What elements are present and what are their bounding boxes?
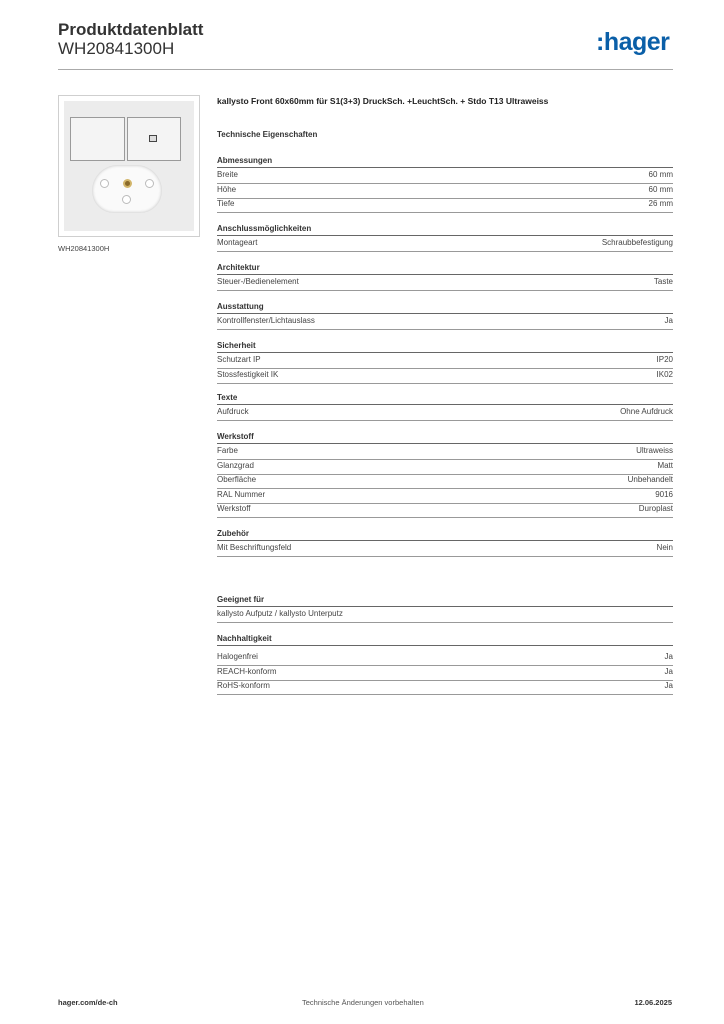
row-value: Taste xyxy=(653,277,673,286)
section-title: Architektur xyxy=(217,263,673,275)
table-row xyxy=(217,474,673,489)
section-title: Ausstattung xyxy=(217,302,673,314)
table-row xyxy=(217,276,673,291)
section-title: Nachhaltigkeit xyxy=(217,634,673,646)
header-divider xyxy=(58,69,673,70)
socket-hole-right xyxy=(145,179,154,188)
row-label: Aufdruck xyxy=(217,407,249,416)
row-label: Werkstoff xyxy=(217,504,251,514)
section-title: Zubehör xyxy=(217,529,673,541)
table-row xyxy=(217,354,673,369)
row-value: Ja xyxy=(664,316,673,325)
row-value: IP20 xyxy=(656,355,673,364)
hager-logo: :hager xyxy=(596,28,670,56)
row-label: Oberfläche xyxy=(217,475,257,485)
row-label: Schutzart IP xyxy=(217,355,261,364)
table-row xyxy=(217,666,673,681)
socket-hole-left xyxy=(100,179,109,188)
table-row xyxy=(217,445,673,460)
table-row xyxy=(217,369,673,384)
row-label: Halogenfrei xyxy=(217,652,258,661)
row-label: Montageart xyxy=(217,238,258,247)
row-label: Höhe xyxy=(217,184,237,194)
row-value: Unbehandelt xyxy=(627,475,673,485)
row-label: Steuer-/Bedienelement xyxy=(217,277,299,286)
technical-properties-heading: Technische Eigenschaften xyxy=(217,130,318,139)
row-label: REACH-konform xyxy=(217,666,277,676)
row-value: Ja xyxy=(664,652,673,661)
section-title: Texte xyxy=(217,393,673,405)
table-row xyxy=(217,680,673,695)
section-title: Werkstoff xyxy=(217,432,673,444)
row-value: 26 mm xyxy=(648,199,673,209)
row-label: Tiefe xyxy=(217,199,235,209)
table-row xyxy=(217,184,673,199)
table-row xyxy=(217,542,673,557)
row-value: Matt xyxy=(657,460,673,470)
screw-icon xyxy=(123,179,132,188)
socket-outlet xyxy=(92,165,162,213)
footer-date: 12.06.2025 xyxy=(634,998,672,1007)
table-row xyxy=(217,198,673,213)
illuminated-button xyxy=(127,117,181,161)
row-value: 60 mm xyxy=(648,184,673,194)
row-value: Ohne Aufdruck xyxy=(620,407,673,416)
table-row xyxy=(217,406,673,421)
section-title: Geeignet für xyxy=(217,595,673,607)
section-title: Anschlussmöglichkeiten xyxy=(217,224,673,236)
row-value: IK02 xyxy=(656,369,673,379)
image-caption: WH20841300H xyxy=(58,244,110,253)
row-value: Schraubbefestigung xyxy=(601,238,673,247)
section-title: Abmessungen xyxy=(217,156,673,168)
table-row xyxy=(217,315,673,330)
row-value: Nein xyxy=(656,543,673,552)
footer-website: hager.com/de-ch xyxy=(58,998,118,1007)
section-title: Sicherheit xyxy=(217,341,673,353)
footer-disclaimer: Technische Änderungen vorbehalten xyxy=(302,998,424,1007)
product-image xyxy=(58,95,200,237)
row-label: Kontrollfenster/Lichtauslass xyxy=(217,316,315,325)
table-row xyxy=(217,460,673,475)
row-value: Ja xyxy=(664,666,673,676)
table-row xyxy=(217,608,673,623)
row-value: 9016 xyxy=(655,489,673,499)
document-title: Produktdatenblatt xyxy=(58,20,204,39)
table-row xyxy=(217,503,673,518)
row-label: Glanzgrad xyxy=(217,460,254,470)
table-row xyxy=(217,169,673,184)
product-description: kallysto Front 60x60mm für S1(3+3) DruckSch. +LeuchtSch. + Stdo T13 Ultraweiss xyxy=(217,96,549,106)
indicator-window-icon xyxy=(149,135,157,142)
table-row xyxy=(217,651,673,666)
product-code: WH20841300H xyxy=(58,39,175,58)
table-row xyxy=(217,237,673,252)
row-value: Ultraweiss xyxy=(636,446,673,455)
row-label: Farbe xyxy=(217,446,238,455)
row-value: 60 mm xyxy=(648,170,673,179)
row-label: RoHS-konform xyxy=(217,681,270,691)
push-button xyxy=(70,117,125,161)
table-row xyxy=(217,489,673,504)
row-label: kallysto Aufputz / kallysto Unterputz xyxy=(217,609,343,618)
row-label: Stossfestigkeit IK xyxy=(217,369,279,379)
row-value: Duroplast xyxy=(638,504,673,514)
row-label: Breite xyxy=(217,170,238,179)
switch-plate xyxy=(64,101,194,231)
socket-hole-bottom xyxy=(122,195,131,204)
row-label: RAL Nummer xyxy=(217,489,266,499)
row-label: Mit Beschriftungsfeld xyxy=(217,543,292,552)
row-value: Ja xyxy=(664,681,673,691)
